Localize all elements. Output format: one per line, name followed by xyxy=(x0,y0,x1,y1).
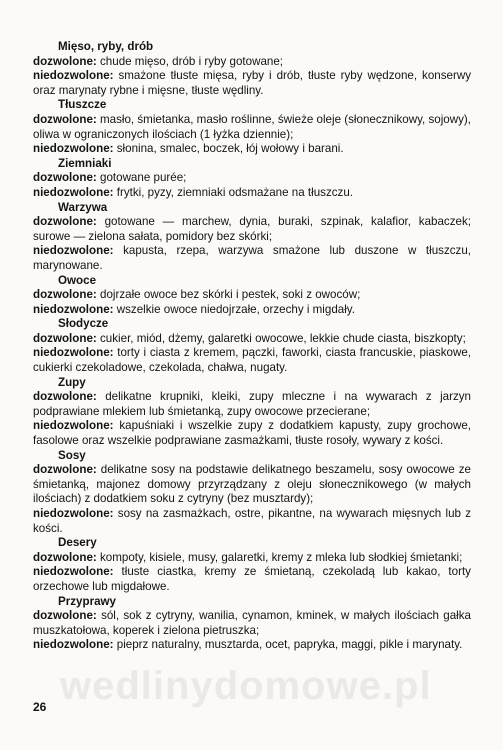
forbidden-entry-text: pieprz naturalny, musztarda, ocet, papryka, maggi, pikle i marynaty. xyxy=(116,638,463,652)
allowed-entry-label: dozwolone: xyxy=(33,463,97,477)
allowed-entry-label: dozwolone: xyxy=(33,609,97,623)
allowed-entry xyxy=(33,113,471,142)
forbidden-entry xyxy=(33,69,471,98)
forbidden-entry-text: wszelkie owoce niedojrzałe, orzechy i migdały. xyxy=(116,302,355,316)
section-heading: Zupy xyxy=(58,375,86,389)
forbidden-entry-label: niedozwolone: xyxy=(33,638,114,652)
forbidden-entry-text: kapusta, rzepa, warzywa smażone lub duszone w tłuszczu, marynowane. xyxy=(33,244,472,272)
diet-section xyxy=(33,98,471,156)
diet-section xyxy=(33,201,471,274)
forbidden-entry xyxy=(33,142,471,157)
forbidden-entry-text: słonina, smalec, boczek, łój wołowy i barani. xyxy=(116,142,344,156)
allowed-entry-text: delikatne sosy na podstawie delikatnego beszamelu, sosy owocowe ze śmietanką, majonez domowy przyrządzany z oleju słonecznikowego (w małych ilościach) z dodatkiem soku z cytryny (bez musztardy); xyxy=(33,463,471,506)
forbidden-entry-label: niedozwolone: xyxy=(33,185,114,199)
forbidden-entry-label: niedozwolone: xyxy=(33,244,114,258)
forbidden-entry-label: niedozwolone: xyxy=(33,565,114,579)
forbidden-entry-label: niedozwolone: xyxy=(33,346,114,360)
diet-section xyxy=(33,274,471,318)
page-content xyxy=(33,40,471,653)
section-heading: Warzywa xyxy=(58,200,108,214)
forbidden-entry-text: sosy na zasmażkach, ostre, pikantne, na wywarach mięsnych lub z kości. xyxy=(33,507,471,535)
allowed-entry xyxy=(33,332,471,347)
allowed-entry-text: kompoty, kisiele, musy, galaretki, kremy z mleka lub słodkiej śmietanki; xyxy=(100,550,463,564)
allowed-entry-label: dozwolone: xyxy=(33,215,97,229)
diet-section xyxy=(33,595,471,653)
forbidden-entry-label: niedozwolone: xyxy=(33,302,114,316)
diet-section xyxy=(33,317,471,375)
allowed-entry xyxy=(33,463,471,507)
diet-section xyxy=(33,376,471,449)
forbidden-entry-text: kapuśniaki i wszelkie zupy z dodatkiem kapusty, zupy grochowe, fasolowe oraz wszelkie podprawiane zasmażkami, tłuste rosoły, wywary z kości. xyxy=(33,419,471,448)
section-heading: Tłuszcze xyxy=(58,98,107,112)
section-heading: Desery xyxy=(58,536,97,550)
forbidden-entry-text: smażone tłuste mięsa, ryby i drób, tłuste ryby wędzone, konserwy oraz marynaty rybne i mięsne, tłuste wędliny. xyxy=(33,69,471,97)
forbidden-entry xyxy=(33,244,471,273)
allowed-entry-text: delikatne krupniki, kleiki, zupy mleczne i na wywarach z jarzyn podprawiane mlekiem lub śmietanką, zupy owocowe przecierane; xyxy=(33,390,471,418)
forbidden-entry xyxy=(33,346,471,375)
allowed-entry-label: dozwolone: xyxy=(33,331,97,345)
allowed-entry xyxy=(33,390,471,419)
forbidden-entry xyxy=(33,303,471,318)
forbidden-entry-label: niedozwolone: xyxy=(33,419,114,433)
allowed-entry-text: chude mięso, drób i ryby gotowane; xyxy=(100,54,284,68)
allowed-entry xyxy=(33,609,471,638)
allowed-entry xyxy=(33,288,471,303)
forbidden-entry-label: niedozwolone: xyxy=(33,142,114,156)
forbidden-entry xyxy=(33,638,471,653)
forbidden-entry-label: niedozwolone: xyxy=(33,69,114,83)
section-heading: Słodycze xyxy=(58,317,109,331)
forbidden-entry xyxy=(33,419,471,448)
allowed-entry xyxy=(33,215,471,244)
allowed-entry xyxy=(33,551,471,566)
allowed-entry-label: dozwolone: xyxy=(33,550,97,564)
diet-section xyxy=(33,449,471,537)
forbidden-entry-label: niedozwolone: xyxy=(33,507,114,520)
allowed-entry-text: masło, śmietanka, masło roślinne, świeże oleje (słonecznikowy, sojowy), oliwa w ograniczonych ilościach (1 łyżka dziennie); xyxy=(33,112,471,141)
allowed-entry xyxy=(33,171,471,186)
section-heading: Przyprawy xyxy=(58,594,116,608)
allowed-entry-text: cukier, miód, dżemy, galaretki owocowe, lekkie chude ciasta, biszkopty; xyxy=(100,331,466,345)
allowed-entry-text: gotowane purée; xyxy=(100,171,187,185)
allowed-entry-label: dozwolone: xyxy=(33,54,97,68)
section-heading: Ziemniaki xyxy=(58,156,112,170)
forbidden-entry-text: torty i ciasta z kremem, pączki, faworki, ciasta francuskie, piaskowe, cukierki czekoladowe, czekolada, chałwa, nugaty. xyxy=(33,346,471,375)
diet-section xyxy=(33,157,471,201)
diet-section xyxy=(33,40,471,98)
diet-section xyxy=(33,536,471,594)
allowed-entry-text: gotowane — marchew, dynia, buraki, szpinak, kalafior, kabaczek; surowe — zielona sałata, pomidory bez skórki; xyxy=(33,215,471,243)
allowed-entry-label: dozwolone: xyxy=(33,112,97,126)
section-heading: Owoce xyxy=(58,273,97,287)
forbidden-entry-text: frytki, pyzy, ziemniaki odsmażane na tłuszczu. xyxy=(116,185,354,199)
allowed-entry-label: dozwolone: xyxy=(33,171,97,185)
allowed-entry-text: sól, sok z cytryny, wanilia, cynamon, kminek, w małych ilościach gałka muszkatołowa, koperek i zielona pietruszka; xyxy=(33,609,471,637)
allowed-entry xyxy=(33,55,471,70)
forbidden-entry xyxy=(33,507,471,536)
page-number: 26 xyxy=(33,700,47,714)
allowed-entry-label: dozwolone: xyxy=(33,288,97,302)
watermark: wedlinydomowe.pl xyxy=(60,664,432,708)
forbidden-entry-text: tłuste ciastka, kremy ze śmietaną, czekoladą lub kakao, torty orzechowe lub migdałowe. xyxy=(33,565,471,593)
forbidden-entry xyxy=(33,186,471,201)
allowed-entry-label: dozwolone: xyxy=(33,390,97,404)
section-heading: Sosy xyxy=(58,448,86,462)
forbidden-entry xyxy=(33,565,471,594)
allowed-entry-text: dojrzałe owoce bez skórki i pestek, soki z owoców; xyxy=(100,288,361,302)
section-heading: Mięso, ryby, drób xyxy=(58,40,154,53)
